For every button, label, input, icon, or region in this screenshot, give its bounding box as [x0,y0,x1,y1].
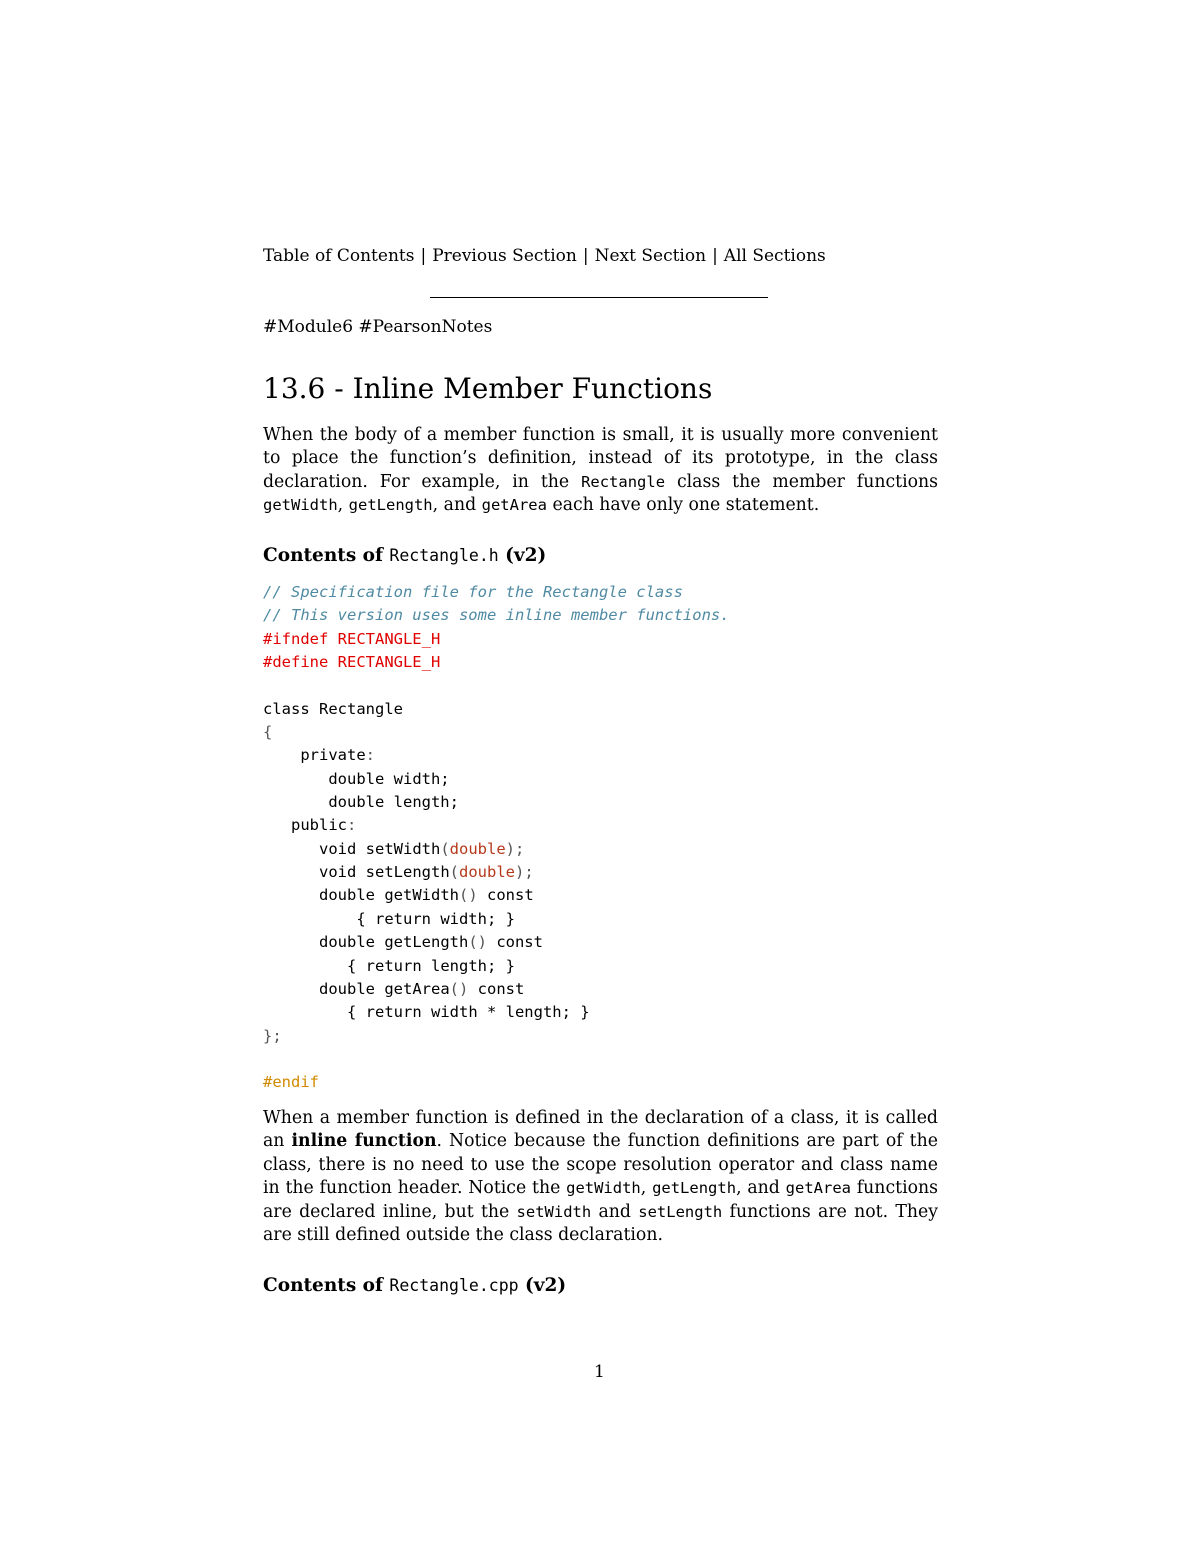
page-number: 1 [594,1362,605,1382]
all-sections-link[interactable]: All Sections [723,246,826,266]
toc-link[interactable]: Table of Contents [263,246,415,266]
code-keyword: public [291,816,347,835]
code-line: { return width * length; } [347,1003,590,1022]
code-line: double getArea [319,979,450,998]
code-type: double [459,863,515,882]
term: inline function [291,1131,437,1152]
preprocessor-directive: #endif [263,1073,319,1092]
intro-paragraph [263,424,938,518]
code-line: class Rectangle [263,699,403,718]
preprocessor-directive: #ifndef RECTANGLE_H [263,629,441,648]
code-line: double length; [328,793,459,812]
code-line: double getWidth [319,886,459,905]
tag-list: #Module6 #PearsonNotes [263,317,493,337]
page-title: 13.6 - Inline Member Functions [263,372,713,405]
text: and [591,1201,639,1222]
text: , [337,495,349,516]
section-heading-header-file [263,545,546,566]
preprocessor-directive: #define RECTANGLE_H [263,653,441,672]
text: , [640,1178,653,1199]
code-line: { return length; } [347,956,515,975]
nav-separator: | [712,246,718,266]
code-line: void setLength [319,863,450,882]
code-keyword: const [477,886,534,905]
text: , and [432,495,482,516]
code-keyword: const [486,933,543,952]
text: When a member function is defined in the declaration of a class, it is called an [263,1108,938,1152]
inline-code: getArea [481,496,547,515]
text: , and [736,1178,786,1199]
section-navigation [263,246,826,266]
code-comment: // This version uses some inline member functions. [263,606,730,625]
next-section-link[interactable]: Next Section [594,246,707,266]
inline-code: setLength [638,1202,723,1221]
inline-code: getLength [652,1179,737,1198]
text: functions are declared inline, but the [263,1178,938,1222]
code-keyword: const [468,979,525,998]
file-name: Rectangle.cpp [389,1276,519,1295]
inline-code: getWidth [566,1179,641,1198]
text: each have only one statement. [546,495,820,516]
nav-separator: | [582,246,589,266]
code-comment: // Specification file for the Rectangle class [263,583,683,601]
code-punct: { [263,723,273,742]
code-type: double [449,839,506,858]
text: When the body of a member function is small, it is usually more convenient to place the function’s definition, instead of its prototype, in the class declaration. For example, in the [263,425,938,492]
horizontal-rule [430,297,768,298]
inline-code: getLength [348,496,433,515]
file-name: Rectangle.h [389,546,499,565]
text: class the member functions [665,471,939,492]
text: . Notice because the function definitions are part of the class, there is no need to use the scope resolution operator and class name in the function header. Notice the [263,1131,938,1199]
text: Contents of [263,1275,390,1296]
text: functions are not. They are still defined outside the class declaration. [263,1201,939,1246]
inline-code: getWidth [263,496,338,515]
code-line: double getLength [319,933,469,952]
code-line: { return width; } [356,909,515,928]
text: (v2) [498,545,547,566]
code-keyword: private [300,746,366,765]
nav-separator: | [420,246,427,266]
code-punct: }; [263,1026,282,1045]
code-line: void setWidth [319,839,441,858]
inline-code: getArea [785,1179,851,1198]
inline-code: setWidth [516,1202,592,1221]
code-block: // Specification file for the Rectangle class // This version uses some inline member functions. #ifndef RECTANGLE_H #define RECTANGLE_H class Rectangle { private: double width; double length; public: void setWidth(double); void setLength(double); double getWidth() const { return width; } double getLength() const { return length; } double getArea() const { return width * length; } }; #endif [263,583,730,1092]
code-line: double width; [328,769,450,788]
body-paragraph [263,1107,938,1247]
previous-section-link[interactable]: Previous Section [432,246,577,266]
text: Contents of [263,545,390,566]
section-heading-source-file [263,1275,566,1296]
inline-code: Rectangle [581,472,666,491]
text: (v2) [518,1275,567,1296]
